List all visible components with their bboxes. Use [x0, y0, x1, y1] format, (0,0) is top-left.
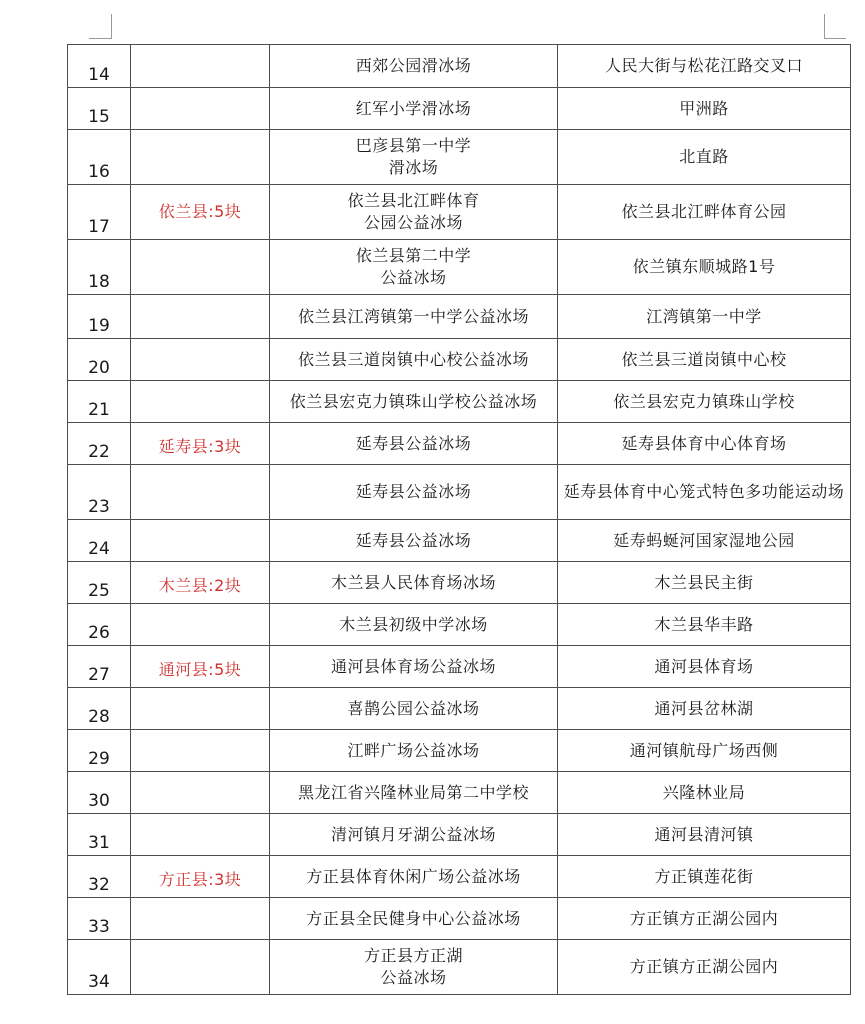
county-label [131, 240, 270, 295]
venue-address: 木兰县民主街 [558, 562, 851, 604]
row-number: 23 [68, 465, 131, 520]
county-label: 木兰县:2块 [131, 562, 270, 604]
venue-address: 兴隆林业局 [558, 772, 851, 814]
row-number: 28 [68, 688, 131, 730]
table-row [68, 423, 851, 465]
row-number: 19 [68, 295, 131, 339]
row-number: 24 [68, 520, 131, 562]
county-label [131, 295, 270, 339]
venue-name: 方正县全民健身中心公益冰场 [270, 898, 558, 940]
county-label [131, 45, 270, 88]
venue-name: 红军小学滑冰场 [270, 88, 558, 130]
county-label: 通河县:5块 [131, 646, 270, 688]
county-label [131, 688, 270, 730]
county-label [131, 898, 270, 940]
table-row [68, 240, 851, 295]
venue-name: 江畔广场公益冰场 [270, 730, 558, 772]
venue-address: 江湾镇第一中学 [558, 295, 851, 339]
row-number: 33 [68, 898, 131, 940]
venue-address: 依兰镇东顺城路1号 [558, 240, 851, 295]
venue-name: 西郊公园滑冰场 [270, 45, 558, 88]
venue-name: 木兰县人民体育场冰场 [270, 562, 558, 604]
row-number: 16 [68, 130, 131, 185]
venue-name: 延寿县公益冰场 [270, 423, 558, 465]
table-row [68, 88, 851, 130]
county-label [131, 381, 270, 423]
venue-name: 木兰县初级中学冰场 [270, 604, 558, 646]
venue-address: 方正镇莲花街 [558, 856, 851, 898]
county-label [131, 130, 270, 185]
row-number: 18 [68, 240, 131, 295]
venue-address: 延寿蚂蜒河国家湿地公园 [558, 520, 851, 562]
table-row [68, 646, 851, 688]
venue-name: 延寿县公益冰场 [270, 465, 558, 520]
row-number: 27 [68, 646, 131, 688]
table-row [68, 898, 851, 940]
county-label: 方正县:3块 [131, 856, 270, 898]
county-label [131, 520, 270, 562]
table-row [68, 381, 851, 423]
venue-name: 巴彦县第一中学 滑冰场 [270, 130, 558, 185]
venue-address: 通河县体育场 [558, 646, 851, 688]
table-row [68, 339, 851, 381]
venue-address: 通河镇航母广场西侧 [558, 730, 851, 772]
venue-name: 通河县体育场公益冰场 [270, 646, 558, 688]
venue-address: 依兰县三道岗镇中心校 [558, 339, 851, 381]
table-row [68, 856, 851, 898]
row-number: 31 [68, 814, 131, 856]
venue-name: 依兰县第二中学 公益冰场 [270, 240, 558, 295]
county-label [131, 730, 270, 772]
county-label [131, 814, 270, 856]
rink-list-table [67, 44, 851, 995]
venue-address: 人民大街与松花江路交叉口 [558, 45, 851, 88]
venue-name: 方正县体育休闲广场公益冰场 [270, 856, 558, 898]
county-label [131, 465, 270, 520]
venue-address: 依兰县北江畔体育公园 [558, 185, 851, 240]
county-label [131, 940, 270, 995]
page-corner-mark-right [824, 14, 846, 39]
venue-name: 依兰县江湾镇第一中学公益冰场 [270, 295, 558, 339]
venue-name: 黑龙江省兴隆林业局第二中学校 [270, 772, 558, 814]
venue-address: 通河县岔林湖 [558, 688, 851, 730]
county-label [131, 772, 270, 814]
venue-address: 甲洲路 [558, 88, 851, 130]
page-corner-mark-left [89, 14, 112, 39]
venue-address: 依兰县宏克力镇珠山学校 [558, 381, 851, 423]
venue-name: 依兰县三道岗镇中心校公益冰场 [270, 339, 558, 381]
county-label: 依兰县:5块 [131, 185, 270, 240]
row-number: 20 [68, 339, 131, 381]
venue-address: 方正镇方正湖公园内 [558, 940, 851, 995]
row-number: 14 [68, 45, 131, 88]
row-number: 26 [68, 604, 131, 646]
table-row [68, 688, 851, 730]
row-number: 34 [68, 940, 131, 995]
table-row [68, 465, 851, 520]
table-row [68, 562, 851, 604]
county-label: 延寿县:3块 [131, 423, 270, 465]
venue-name: 依兰县宏克力镇珠山学校公益冰场 [270, 381, 558, 423]
venue-name: 喜鹊公园公益冰场 [270, 688, 558, 730]
venue-name: 延寿县公益冰场 [270, 520, 558, 562]
county-label [131, 88, 270, 130]
rink-list-body [68, 45, 851, 995]
county-label [131, 339, 270, 381]
venue-address: 方正镇方正湖公园内 [558, 898, 851, 940]
venue-address: 木兰县华丰路 [558, 604, 851, 646]
venue-address: 通河县清河镇 [558, 814, 851, 856]
row-number: 22 [68, 423, 131, 465]
row-number: 25 [68, 562, 131, 604]
row-number: 15 [68, 88, 131, 130]
venue-name: 清河镇月牙湖公益冰场 [270, 814, 558, 856]
row-number: 32 [68, 856, 131, 898]
table-row [68, 45, 851, 88]
table-row [68, 772, 851, 814]
table-row [68, 604, 851, 646]
row-number: 17 [68, 185, 131, 240]
venue-address: 北直路 [558, 130, 851, 185]
table-row [68, 130, 851, 185]
row-number: 30 [68, 772, 131, 814]
venue-name: 依兰县北江畔体育 公园公益冰场 [270, 185, 558, 240]
table-row [68, 814, 851, 856]
table-row [68, 730, 851, 772]
table-row [68, 520, 851, 562]
row-number: 21 [68, 381, 131, 423]
venue-name: 方正县方正湖 公益冰场 [270, 940, 558, 995]
venue-address: 延寿县体育中心笼式特色多功能运动场 [558, 465, 851, 520]
table-row [68, 940, 851, 995]
venue-address: 延寿县体育中心体育场 [558, 423, 851, 465]
table-row [68, 295, 851, 339]
county-label [131, 604, 270, 646]
row-number: 29 [68, 730, 131, 772]
table-row [68, 185, 851, 240]
